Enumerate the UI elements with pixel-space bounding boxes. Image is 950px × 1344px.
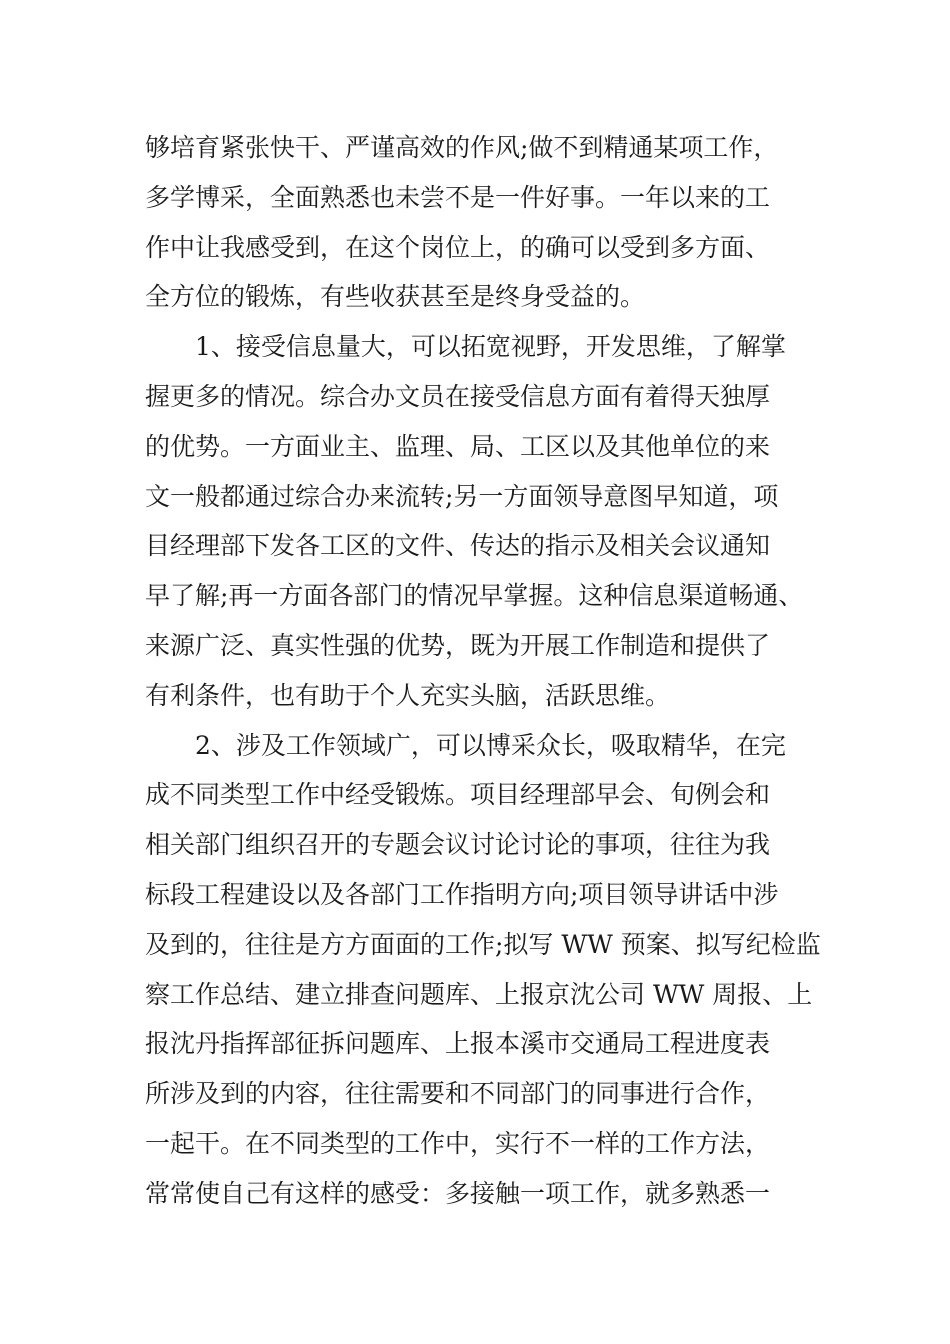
text-line: 及到的，往往是方方面面的工作;拟写 WW 预案、拟写纪检监 [145, 929, 821, 959]
text-line: 够培育紧张快干、严谨高效的作风;做不到精通某项工作， [145, 133, 779, 162]
text-line: 文一般都通过综合办来流转;另一方面领导意图早知道，项 [145, 481, 779, 511]
text-line: 标段工程建设以及各部门工作指明方向;项目领导讲话中涉 [145, 879, 779, 909]
text-line: 常常使自己有这样的感受：多接触一项工作，就多熟悉一 [145, 1178, 771, 1208]
text-line: 报沈丹指挥部征拆问题库、上报本溪市交通局工程进度表 [145, 1029, 771, 1059]
text-line: 作中让我感受到，在这个岗位上，的确可以受到多方面、 [145, 232, 771, 262]
text-line: 成不同类型工作中经受锻炼。项目经理部早会、旬例会和 [145, 780, 771, 810]
text-line: 一起干。在不同类型的工作中，实行不一样的工作方法， [145, 1128, 771, 1158]
text-line: 目经理部下发各工区的文件、传达的指示及相关会议通知 [145, 531, 771, 561]
text-line: 全方位的锻炼，有些收获甚至是终身受益的。 [145, 282, 646, 312]
text-line: 的优势。一方面业主、监理、局、工区以及其他单位的来 [145, 431, 771, 461]
text-line: 有利条件，也有助于个人充实头脑，活跃思维。 [145, 680, 671, 710]
text-line: 察工作总结、建立排查问题库、上报京沈公司 WW 周报、上 [145, 979, 813, 1009]
text-line: 握更多的情况。综合办文员在接受信息方面有着得天独厚 [145, 381, 771, 411]
text-line: 来源广泛、真实性强的优势，既为开展工作制造和提供了 [145, 630, 771, 660]
body-text [145, 123, 845, 1219]
text-line: 所涉及到的内容，往往需要和不同部门的同事进行合作， [145, 1079, 771, 1109]
text-line: 1、接受信息量大，可以拓宽视野，开发思维，了解掌 [195, 332, 786, 362]
text-line: 2、涉及工作领域广，可以博采众长，吸取精华，在完 [195, 730, 786, 760]
text-line: 多学博采，全面熟悉也未尝不是一件好事。一年以来的工 [145, 182, 771, 212]
text-line: 相关部门组织召开的专题会议讨论讨论的事项，往往为我 [145, 830, 771, 860]
text-line: 早了解;再一方面各部门的情况早掌握。这种信息渠道畅通、 [145, 581, 804, 611]
